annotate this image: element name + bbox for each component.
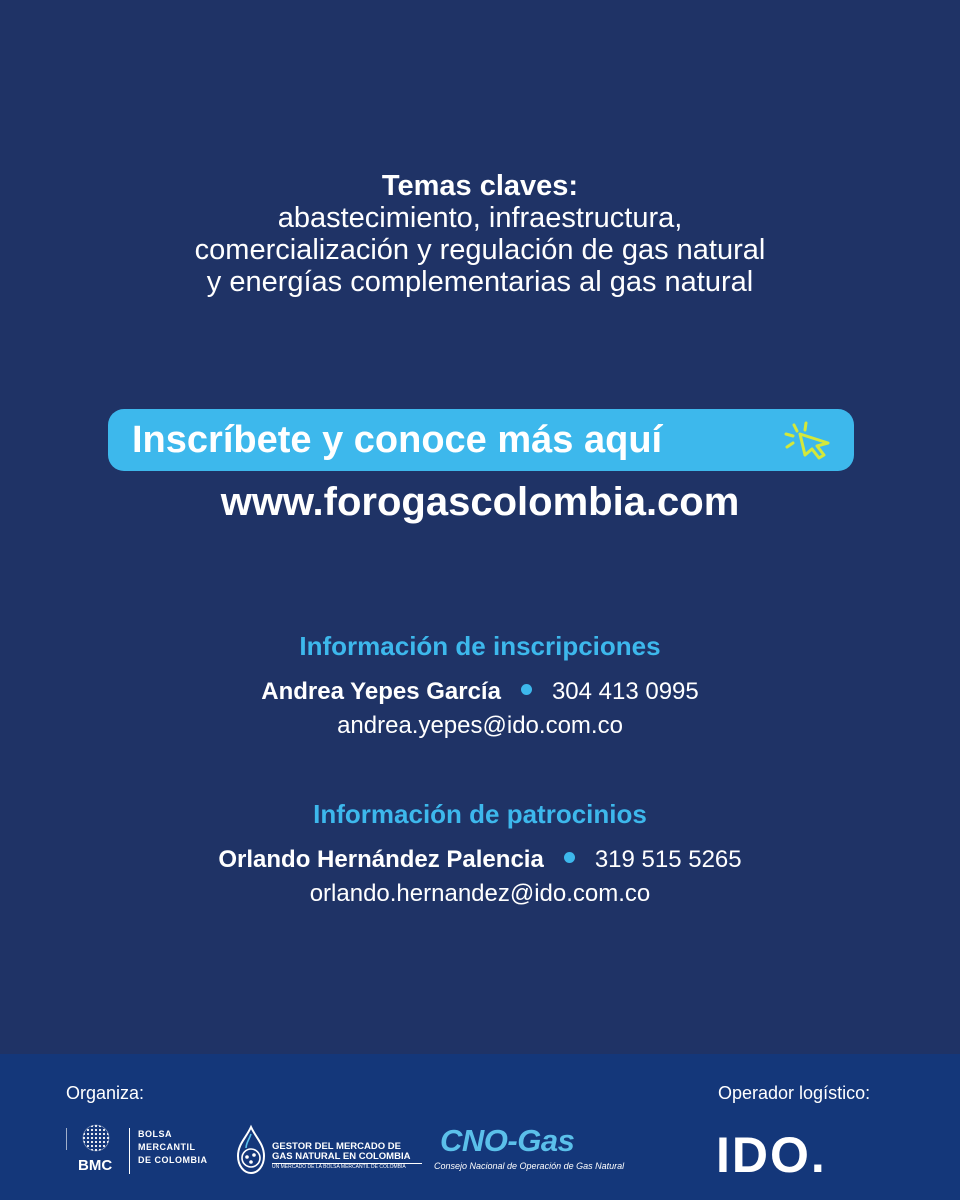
registrations-phone[interactable]: 304 413 0995 — [551, 678, 699, 705]
click-cursor-icon — [784, 421, 836, 461]
flame-drop-icon — [234, 1124, 268, 1176]
bullet-dot-icon — [521, 684, 532, 695]
gas-market-manager-line: GESTOR DEL MERCADO DE — [272, 1141, 401, 1152]
key-themes — [0, 170, 960, 298]
registrations-email[interactable]: andrea.yepes@ido.com.co — [337, 712, 623, 739]
bmc-name — [138, 1128, 228, 1167]
cno-gas-logo — [432, 1122, 654, 1178]
ido-logo-text: IDO. — [716, 1128, 827, 1176]
key-themes-line: comercialización y regulación de gas natural — [194, 234, 766, 266]
bmc-mark-text: BMC — [78, 1157, 113, 1174]
gas-market-manager-line: GAS NATURAL EN COLOMBIA — [272, 1151, 411, 1162]
bmc-name-line: MERCANTIL — [138, 1142, 196, 1152]
sponsorships-email[interactable]: orlando.hernandez@ido.com.co — [309, 880, 651, 907]
key-themes-line: abastecimiento, infraestructura, — [277, 202, 683, 234]
bmc-globe-icon — [62, 1124, 122, 1180]
registrations-title: Información de inscripciones — [299, 631, 661, 661]
registrations-contact-name: Andrea Yepes García — [261, 678, 501, 705]
registrations-contact — [0, 677, 960, 707]
cno-gas-subtitle: Consejo Nacional de Operación de Gas Natural — [434, 1161, 625, 1171]
register-button-label: Inscríbete y conoce más aquí — [132, 419, 663, 461]
key-themes-line: y energías complementarias al gas natural — [206, 266, 754, 298]
organizer-label: Organiza: — [66, 1083, 145, 1103]
sponsorships-contact — [0, 845, 960, 875]
operator-label: Operador logístico: — [718, 1083, 871, 1103]
cno-gas-name: CNO-Gas — [440, 1123, 575, 1158]
sponsorships-title: Información de patrocinios — [313, 799, 647, 829]
gas-market-manager-name — [272, 1142, 422, 1171]
website-link[interactable]: www.forogascolombia.com — [220, 480, 740, 524]
bmc-name-line: BOLSA — [138, 1129, 172, 1139]
bullet-dot-icon — [564, 852, 575, 863]
key-themes-title: Temas claves: — [381, 170, 579, 202]
gas-market-manager-logo — [234, 1124, 418, 1180]
sponsorships-phone[interactable]: 319 515 5265 — [594, 846, 742, 873]
bmc-logo — [62, 1124, 222, 1180]
ido-logo — [716, 1128, 828, 1176]
bmc-name-line: DE COLOMBIA — [138, 1155, 208, 1165]
gas-market-manager-tagline: UN MERCADO DE LA BOLSA MERCANTIL DE COLOMBIA — [272, 1163, 422, 1171]
register-button[interactable] — [108, 409, 854, 471]
footer — [0, 1054, 960, 1200]
sponsorships-contact-name: Orlando Hernández Palencia — [218, 846, 544, 873]
logo-divider — [129, 1128, 130, 1174]
